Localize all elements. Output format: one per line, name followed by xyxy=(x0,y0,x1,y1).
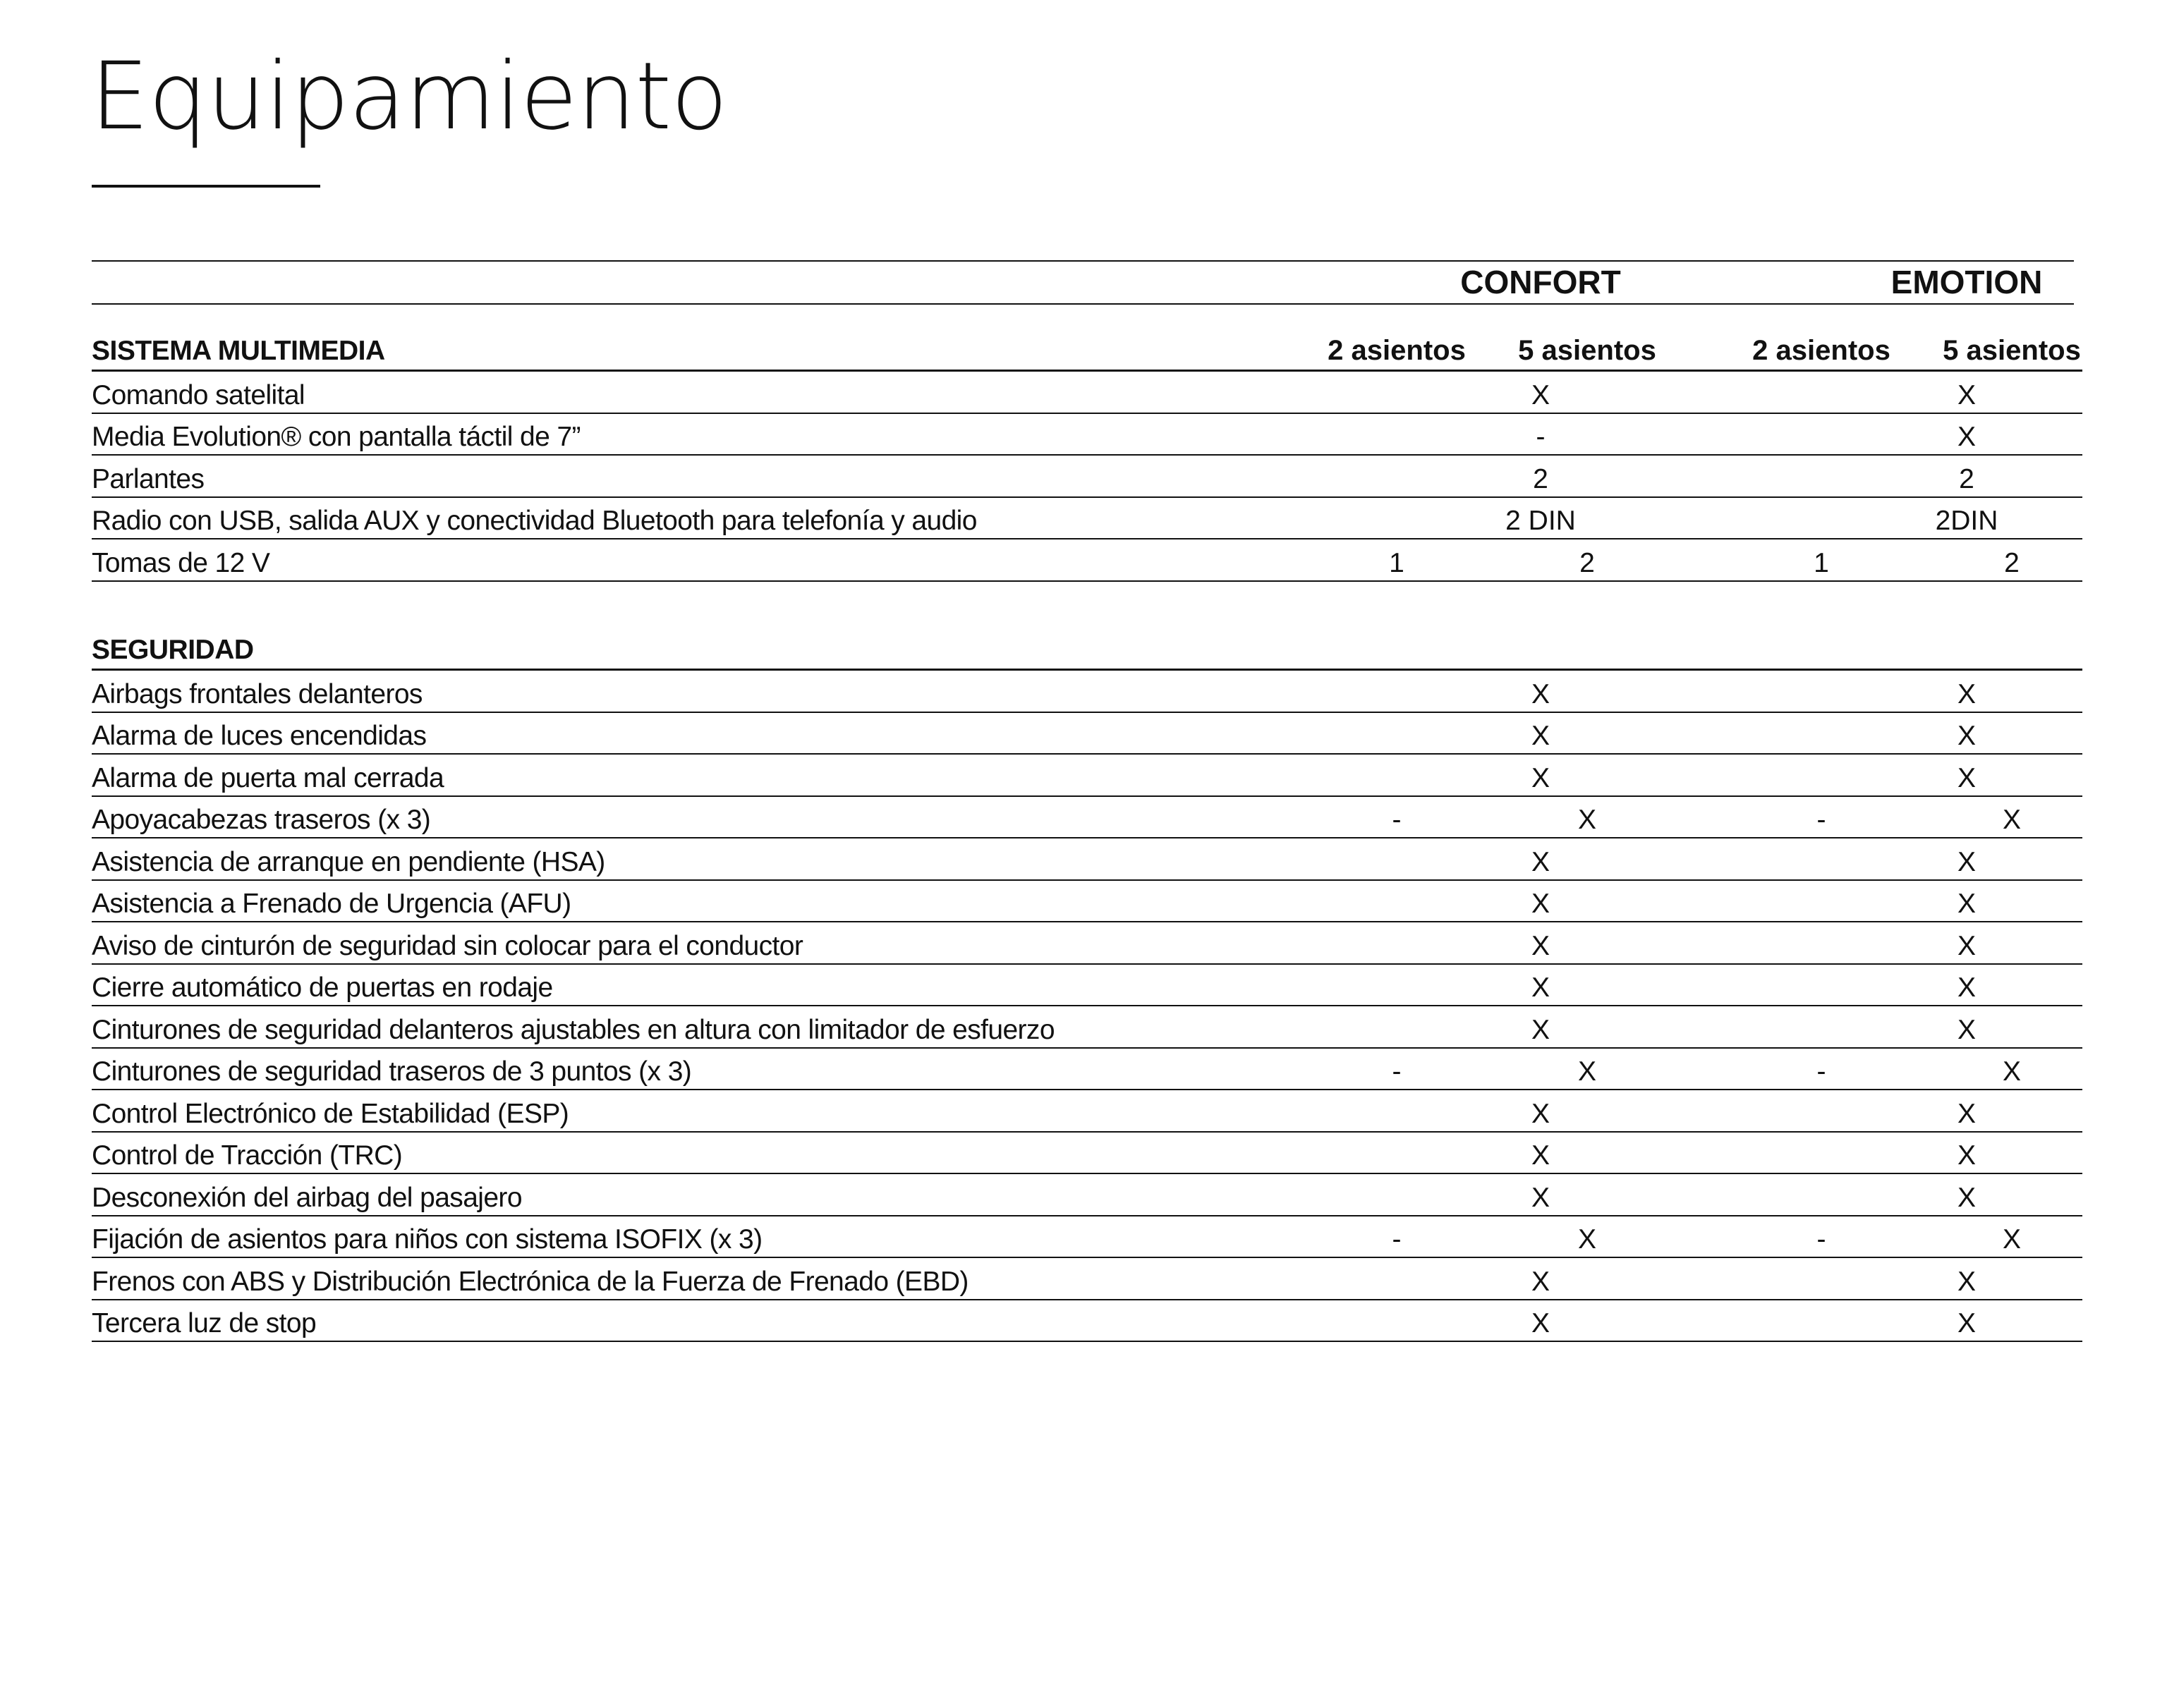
value-confort: 2 DIN xyxy=(1505,506,1576,536)
value-emotion: 2 xyxy=(1959,463,1974,494)
value-emotion: X xyxy=(1957,1098,1976,1129)
table-row xyxy=(92,539,2082,582)
table-row xyxy=(92,838,2082,881)
table-row xyxy=(92,797,2082,839)
value-emotion: X xyxy=(1957,1140,1976,1171)
seat-header-emotion-2: 2 asientos xyxy=(1752,335,1890,366)
table-row xyxy=(92,922,2082,965)
table-row xyxy=(92,1006,2082,1049)
table-row xyxy=(92,1174,2082,1216)
value-emotion: X xyxy=(1957,1014,1976,1045)
row-label: Aviso de cinturón de seguridad sin colocar para el conductor xyxy=(92,930,803,961)
value-confort: X xyxy=(1531,930,1550,961)
row-label: Radio con USB, salida AUX y conectividad Bluetooth para telefonía y audio xyxy=(92,506,977,536)
table-row xyxy=(92,671,2082,713)
table-row xyxy=(92,1133,2082,1175)
value-confort: X xyxy=(1531,1098,1550,1129)
value-emotion-5: X xyxy=(2002,1224,2021,1255)
row-label: Airbags frontales delanteros xyxy=(92,678,423,709)
section-title: SEGURIDAD xyxy=(92,635,254,665)
seat-header-confort-5: 5 asientos xyxy=(1518,335,1656,366)
row-label: Asistencia a Frenado de Urgencia (AFU) xyxy=(92,889,571,919)
value-confort: X xyxy=(1531,972,1550,1003)
value-emotion-5: X xyxy=(2002,1056,2021,1087)
value-confort: 2 xyxy=(1533,463,1548,494)
table-row xyxy=(92,1090,2082,1133)
value-confort: X xyxy=(1531,1140,1550,1171)
value-emotion: 2DIN xyxy=(1935,506,1998,536)
table-row xyxy=(92,713,2082,755)
value-confort-2: - xyxy=(1392,1056,1402,1087)
row-label: Parlantes xyxy=(92,463,205,494)
value-emotion-5: 2 xyxy=(2004,547,2020,578)
table-row xyxy=(92,414,2082,456)
table-row xyxy=(92,456,2082,498)
grade-header xyxy=(92,262,2074,305)
value-confort-2: - xyxy=(1392,1224,1402,1255)
row-label: Control Electrónico de Estabilidad (ESP) xyxy=(92,1098,569,1129)
value-confort: X xyxy=(1531,1266,1550,1297)
section-header xyxy=(92,606,2082,671)
value-emotion: X xyxy=(1957,846,1976,877)
value-confort-2: - xyxy=(1392,805,1402,835)
value-emotion: X xyxy=(1957,379,1976,410)
section-header xyxy=(92,304,2082,372)
value-confort-5: X xyxy=(1577,1224,1596,1255)
title-underline xyxy=(92,185,320,188)
row-label: Cierre automático de puertas en rodaje xyxy=(92,972,553,1003)
value-confort: X xyxy=(1531,1182,1550,1213)
row-label: Frenos con ABS y Distribución Electrónica de la Fuerza de Frenado (EBD) xyxy=(92,1266,969,1297)
row-label: Alarma de luces encendidas xyxy=(92,721,427,751)
row-label: Fijación de asientos para niños con sistema ISOFIX (x 3) xyxy=(92,1224,763,1255)
section-multimedia xyxy=(92,304,2082,582)
value-confort-5: X xyxy=(1577,1056,1596,1087)
value-confort: X xyxy=(1531,721,1550,751)
value-emotion: X xyxy=(1957,1182,1976,1213)
section-title: SISTEMA MULTIMEDIA xyxy=(92,336,385,366)
row-label: Asistencia de arranque en pendiente (HSA) xyxy=(92,846,605,877)
table-row xyxy=(92,1049,2082,1091)
value-confort: X xyxy=(1531,846,1550,877)
value-emotion-2: - xyxy=(1816,1056,1826,1087)
row-label: Alarma de puerta mal cerrada xyxy=(92,762,444,793)
seat-header-emotion-5: 5 asientos xyxy=(1943,335,2081,366)
row-label: Tomas de 12 V xyxy=(92,547,270,578)
table-row xyxy=(92,881,2082,923)
value-confort: X xyxy=(1531,1014,1550,1045)
grade-emotion-label: EMOTION xyxy=(1890,264,2043,300)
page-title: Equipamiento xyxy=(90,42,727,151)
value-emotion-5: X xyxy=(2002,805,2021,835)
row-label: Apoyacabezas traseros (x 3) xyxy=(92,805,431,835)
value-confort: X xyxy=(1531,678,1550,709)
table-row xyxy=(92,1300,2082,1343)
value-emotion: X xyxy=(1957,889,1976,919)
value-emotion: X xyxy=(1957,972,1976,1003)
value-emotion: X xyxy=(1957,678,1976,709)
table-row xyxy=(92,1216,2082,1259)
value-emotion: X xyxy=(1957,1308,1976,1338)
value-emotion: X xyxy=(1957,422,1976,452)
table-row xyxy=(92,1258,2082,1300)
row-label: Desconexión del airbag del pasajero xyxy=(92,1182,522,1213)
table-row xyxy=(92,755,2082,797)
value-confort-5: X xyxy=(1577,805,1596,835)
table-row xyxy=(92,372,2082,414)
row-label: Tercera luz de stop xyxy=(92,1308,317,1338)
value-confort-5: 2 xyxy=(1579,547,1595,578)
table-row xyxy=(92,498,2082,540)
row-label: Cinturones de seguridad delanteros ajustables en altura con limitador de esfuerzo xyxy=(92,1014,1055,1045)
value-emotion: X xyxy=(1957,1266,1976,1297)
row-label: Cinturones de seguridad traseros de 3 puntos (x 3) xyxy=(92,1056,692,1087)
value-confort: X xyxy=(1531,762,1550,793)
grade-confort-label: CONFORT xyxy=(1460,264,1621,300)
value-emotion: X xyxy=(1957,762,1976,793)
value-emotion: X xyxy=(1957,721,1976,751)
row-label: Comando satelital xyxy=(92,379,305,410)
seat-header-confort-2: 2 asientos xyxy=(1328,335,1466,366)
value-confort: - xyxy=(1536,422,1546,452)
value-emotion-2: - xyxy=(1816,805,1826,835)
table-row xyxy=(92,965,2082,1007)
section-seguridad xyxy=(92,606,2082,1342)
value-emotion-2: 1 xyxy=(1814,547,1829,578)
table-top-rule xyxy=(92,260,2074,262)
row-label: Media Evolution® con pantalla táctil de 7” xyxy=(92,422,581,452)
row-label: Control de Tracción (TRC) xyxy=(92,1140,403,1171)
value-confort-2: 1 xyxy=(1389,547,1404,578)
value-confort: X xyxy=(1531,379,1550,410)
value-confort: X xyxy=(1531,889,1550,919)
value-emotion-2: - xyxy=(1816,1224,1826,1255)
value-emotion: X xyxy=(1957,930,1976,961)
value-confort: X xyxy=(1531,1308,1550,1338)
